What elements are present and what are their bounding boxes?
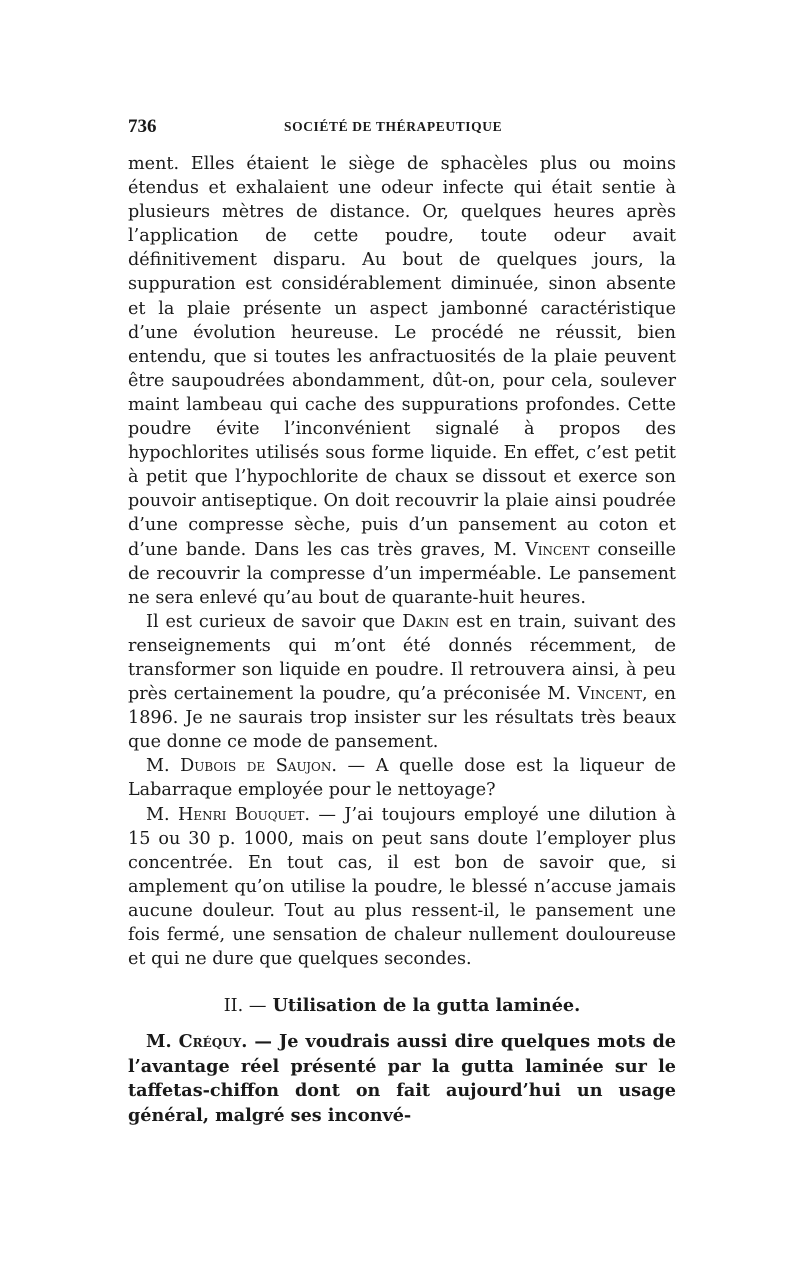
speaker-name: Dubois de Saujon bbox=[180, 756, 332, 777]
author-name-vincent: Vincent bbox=[525, 539, 590, 560]
section-number: II. — bbox=[223, 996, 267, 1016]
speaker-prefix: M. bbox=[146, 1031, 179, 1052]
running-title: SOCIÉTÉ DE THÉRAPEUTIQUE bbox=[284, 119, 503, 134]
paragraph-1 bbox=[128, 152, 676, 610]
paragraph-5-text: . — Je voudrais aussi dire quelques mots de l’avantage réel présenté par la gutta laminée sur le taffetas-chiffon dont on fait aujourd’hui un usage général, malgré ses inconvé- bbox=[128, 1031, 676, 1126]
speaker-name: Henri Bouquet bbox=[178, 804, 305, 825]
page-header bbox=[128, 116, 676, 140]
section-heading bbox=[128, 994, 676, 1018]
paragraph-2 bbox=[128, 610, 676, 755]
paragraph-2-text-end: , en 1896. Je ne saurais trop insister sur les résultats très beaux que donne ce mode de pansement. bbox=[128, 684, 676, 753]
page-number: 736 bbox=[128, 116, 157, 137]
paragraph-4 bbox=[128, 803, 676, 972]
section-title: Utilisation de la gutta laminée. bbox=[272, 995, 581, 1016]
paragraph-3-text: . — A quelle dose est la liqueur de Labarraque employée pour le nettoyage? bbox=[128, 756, 676, 801]
paragraph-1-text: ment. Elles étaient le siège de sphacèles plus ou moins étendus et exhalaient une odeur infecte qui était sentie à plusieurs mètres de distance. Or, quelques heures après l’application de cette poudre, toute odeur avait définitivement disparu. Au bout de quelques jours, la suppuration est considérablement diminuée, sinon absente et la plaie présente un aspect jambonné caractéristique d’une évolution heureuse. Le procédé ne réussit, bien entendu, que si toutes les anfractuosités de la plaie peuvent être saupoudrées abondamment, dût-on, pour cela, soulever maint lambeau qui cache des suppurations profondes. Cette poudre évite l’inconvénient signalé à propos des hypochlorites utilisés sous forme liquide. En effet, c’est petit à petit que l’hypochlorite de chaux se dissout et exerce son pouvoir antiseptique. On doit recouvrir la plaie ainsi poudrée d’une compresse sèche, puis d’un pansement au coton et d’une bande. Dans les cas très graves, M. bbox=[128, 154, 676, 560]
paragraph-5 bbox=[128, 1030, 676, 1128]
paragraph-3 bbox=[128, 754, 676, 802]
speaker-name: Créquy bbox=[178, 1031, 242, 1052]
speaker-prefix: M. bbox=[146, 756, 181, 777]
speaker-prefix: M. bbox=[146, 804, 179, 825]
paragraph-1-text-cont: conseille de recouvrir la compresse d’un imperméable. Le pansement ne sera enlevé qu’au bout de quarante-huit heures. bbox=[128, 539, 676, 608]
author-name-dakin: Dakin bbox=[402, 611, 450, 632]
paragraph-2-text-cont: est en train, suivant des renseignements qui m’ont été donnés récemment, de transformer son liquide en poudre. Il retrouvera ainsi, à peu près certainement la poudre, qu’a préconisée M. bbox=[128, 611, 676, 705]
paragraph-4-text: . — J’ai toujours employé une dilution à 15 ou 30 p. 1000, mais on peut sans doute l’employer plus concentrée. En tout cas, il est bon de savoir que, si amplement qu’on utilise la poudre, le blessé n’accuse jamais aucune douleur. Tout au plus ressent-il, le pansement une fois fermé, une sensation de chaleur nullement douloureuse et qui ne dure que quelques secondes. bbox=[128, 804, 677, 970]
section-body bbox=[128, 1030, 676, 1128]
body-text bbox=[128, 152, 676, 971]
paragraph-2-text: Il est curieux de savoir que bbox=[146, 611, 403, 632]
author-name-vincent-2: Vincent bbox=[577, 684, 642, 705]
